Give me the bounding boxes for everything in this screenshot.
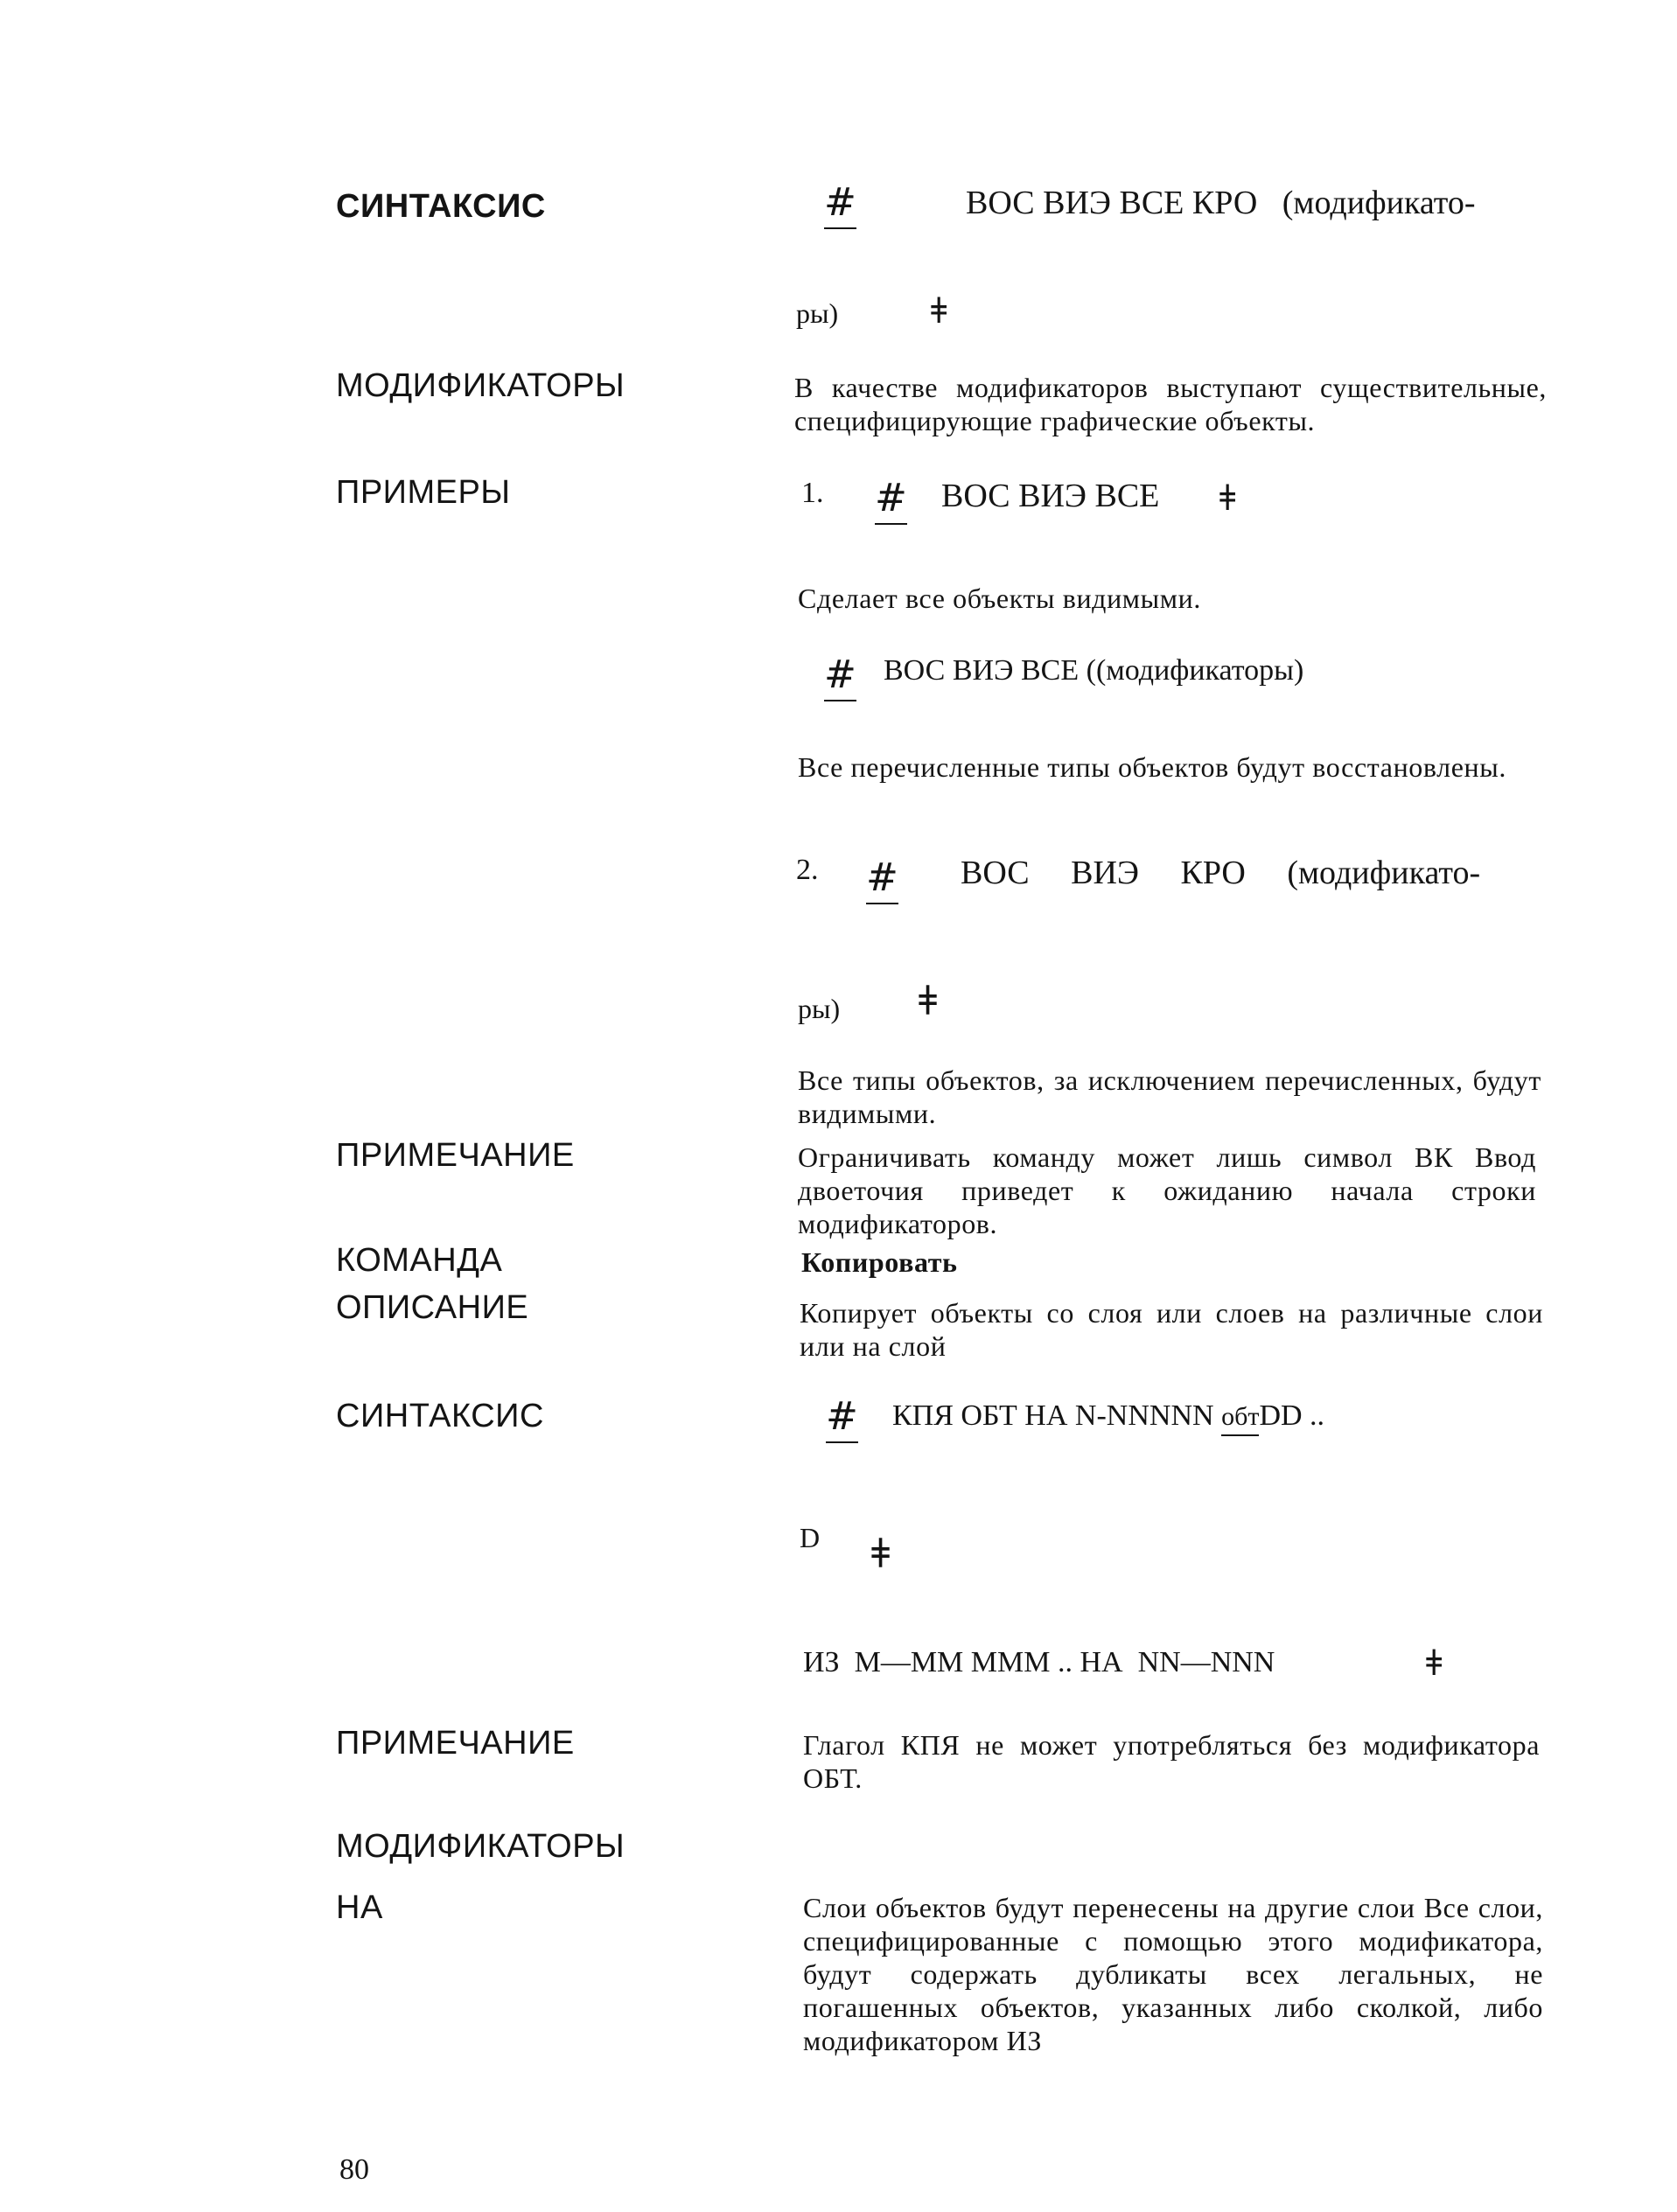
example-1-result: Сделает все объекты видимыми. — [798, 583, 1201, 614]
label-modifiers: МОДИФИКАТОРЫ — [336, 367, 625, 404]
copy-syntax-line-3: ИЗ М—ММ МММ .. НА NN—NNN — [803, 1646, 1275, 1678]
label-description: ОПИСАНИЕ — [336, 1289, 529, 1326]
copy-syntax-line-2: D — [800, 1522, 821, 1553]
label-na: НА — [336, 1889, 383, 1926]
label-note-2: ПРИМЕЧАНИЕ — [336, 1725, 575, 1762]
copy-syntax-underlined: обт — [1221, 1402, 1259, 1436]
hash-symbol: # — [826, 1398, 858, 1443]
label-command: КОМАНДА — [336, 1242, 503, 1279]
note-2-text: Глагол КПЯ не может употребляться без модификатора ОБТ. — [803, 1729, 1540, 1794]
enter-symbol: ǂ — [1426, 1643, 1443, 1684]
label-modifiers-2: МОДИФИКАТОРЫ — [336, 1828, 625, 1865]
example-2-command: ВОС ВИЭ КРО (модификато- — [961, 855, 1481, 891]
syntax-command-line: ВОС ВИЭ ВСЕ КРО (модификато- — [966, 185, 1476, 221]
enter-symbol: ǂ — [871, 1530, 891, 1577]
hash-symbol: # — [824, 656, 856, 701]
page-number: 80 — [339, 2153, 369, 2186]
copy-syntax-line — [892, 1399, 1324, 1433]
example-2-number: 2. — [796, 854, 819, 886]
label-syntax: СИНТАКСИС — [336, 188, 546, 225]
enter-symbol: ǂ — [919, 977, 938, 1024]
example-1-result-2: Все перечисленные типы объектов будут восстановлены. — [798, 751, 1506, 783]
example-2-command-continuation: ры) — [798, 993, 841, 1024]
example-1-number: 1. — [801, 477, 824, 509]
example-2-result: Все типы объектов, за исключением перечисленных, будут видимыми. — [798, 1064, 1541, 1129]
note-text: Ограничивать команду может лишь символ ВК Ввод двоеточия приведет к ожиданию начала строки модификаторов. — [798, 1141, 1536, 1239]
na-description: Слои объектов будут перенесены на другие слои Все слои, специфицированные с помощью этого модификатора, будут содержать дубликаты всех легальных, не погашенных объектов, указанных либо сколкой, либо модификатором ИЗ — [803, 1892, 1543, 2056]
enter-symbol: ǂ — [931, 291, 947, 331]
hash-symbol: # — [824, 184, 856, 229]
command-name: Копировать — [801, 1246, 958, 1278]
example-1-command: ВОС ВИЭ ВСЕ — [941, 478, 1160, 514]
hash-symbol: # — [875, 479, 907, 525]
description-text: Копирует объекты со слоя или слоев на различные слои или на слой — [800, 1297, 1543, 1362]
example-1-command-2: ВОС ВИЭ ВСЕ ((модификаторы) — [884, 654, 1304, 687]
modifiers-description: В качестве модификаторов выступают существительные, специфицирующие графические объекты. — [794, 372, 1547, 436]
copy-syntax-part-2: DD .. — [1259, 1399, 1325, 1432]
enter-symbol: ǂ — [1219, 478, 1236, 519]
hash-symbol: # — [866, 859, 898, 904]
label-examples: ПРИМЕРЫ — [336, 474, 511, 511]
syntax-command-continuation: ры) — [796, 297, 839, 329]
label-note: ПРИМЕЧАНИЕ — [336, 1137, 575, 1174]
copy-syntax-part-1: КПЯ ОБТ НА N-NNNNN — [892, 1399, 1214, 1432]
label-syntax-2: СИНТАКСИС — [336, 1398, 544, 1434]
